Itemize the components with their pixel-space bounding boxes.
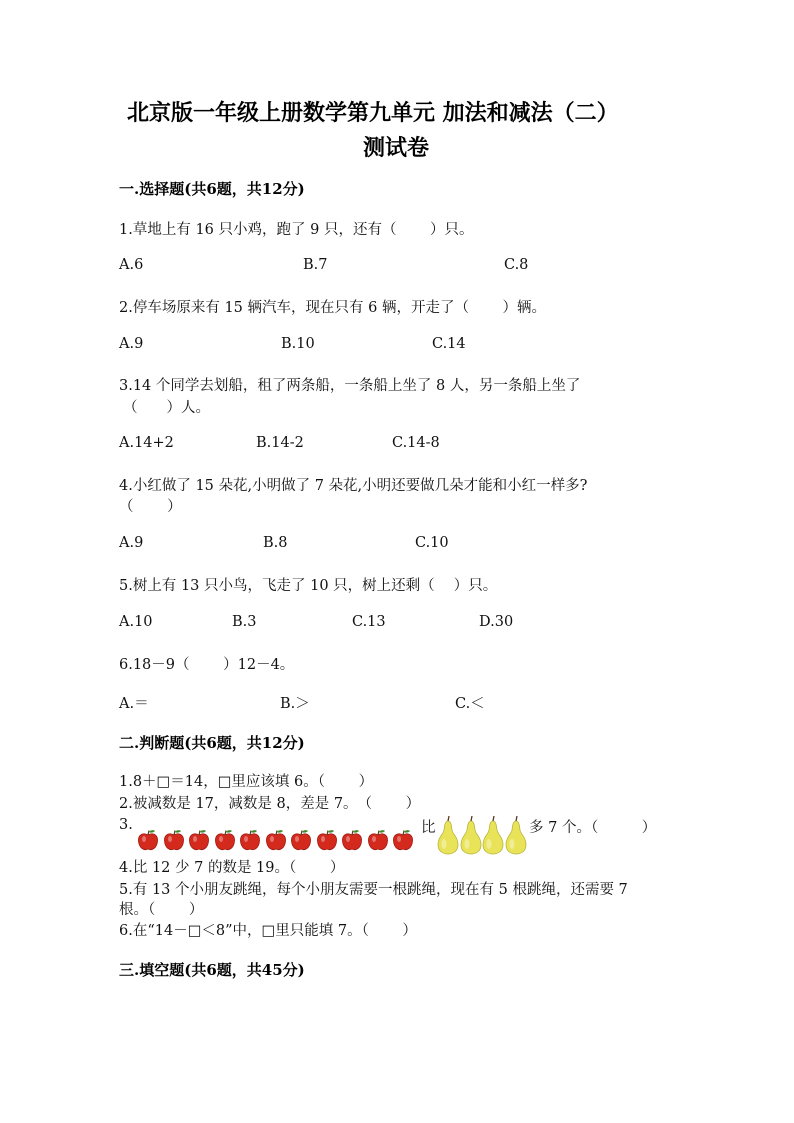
page-title-line2: 测试卷 [363, 135, 430, 161]
question-2: 2.停车场原来有 15 辆汽车，现在只有 6 辆，开走了（ ）辆。 [119, 300, 547, 316]
q3-option-a: A.14+2 [119, 435, 174, 451]
q5-option-c: C.13 [352, 614, 386, 630]
q5-option-d: D.30 [479, 614, 514, 630]
apple-icon [265, 829, 287, 852]
q6-option-a: A.＝ [119, 696, 149, 712]
q6-option-c: C.＜ [455, 696, 485, 712]
apple-icon [163, 829, 185, 852]
q5-option-a: A.10 [119, 614, 153, 630]
apple-row [137, 829, 417, 853]
question-5: 5.树上有 13 只小鸟，飞走了 10 只，树上还剩（ ）只。 [119, 578, 498, 594]
q5-option-b: B.3 [232, 614, 257, 630]
apple-icon [214, 829, 236, 852]
question-4-line1: 4.小红做了 15 朵花,小明做了 7 朵花,小明还要做几朵才能和小红一样多? [119, 478, 588, 494]
pear-icon [504, 815, 528, 855]
section-heading-choice: 一.选择题(共6题，共12分) [119, 180, 305, 198]
question-3-line1: 3.14 个同学去划船，租了两条船，一条船上坐了 8 人，另一条船上坐了 [119, 378, 581, 394]
apple-icon [137, 829, 159, 852]
q1-option-c: C.8 [504, 257, 529, 273]
section-heading-fill: 三.填空题(共6题，共45分) [119, 961, 305, 979]
judge-5-line2: 根。（ ） [119, 902, 204, 918]
judge-5-line1: 5.有 13 个小朋友跳绳，每个小朋友需要一根跳绳，现在有 5 根跳绳，还需要 7 [119, 882, 628, 898]
judge-1: 1.8＋□＝14，□里应该填 6。（ ） [119, 774, 374, 790]
q4-option-a: A.9 [119, 535, 144, 551]
q1-option-a: A.6 [119, 257, 144, 273]
q3-option-b: B.14-2 [256, 435, 304, 451]
apple-icon [341, 829, 363, 852]
pear-icon [436, 815, 460, 855]
apple-icon [392, 829, 414, 852]
question-1: 1.草地上有 16 只小鸡，跑了 9 只，还有（ ）只。 [119, 222, 474, 238]
q1-option-b: B.7 [303, 257, 328, 273]
pear-row [436, 815, 528, 855]
q6-option-b: B.＞ [280, 696, 310, 712]
judge-4: 4.比 12 少 7 的数是 19。（ ） [119, 860, 345, 876]
question-6: 6.18－9（ ）12－4。 [119, 657, 295, 673]
judge-3-compare-word: 比 [421, 820, 436, 836]
q4-option-b: B.8 [263, 535, 288, 551]
section-heading-judge: 二.判断题(共6题，共12分) [119, 734, 305, 752]
q2-option-b: B.10 [281, 336, 315, 352]
judge-3-number: 3. [119, 817, 133, 833]
pear-icon [459, 815, 483, 855]
apple-icon [239, 829, 261, 852]
q3-option-c: C.14-8 [392, 435, 440, 451]
q4-option-c: C.10 [415, 535, 449, 551]
question-4-line2: （ ） [119, 499, 182, 515]
judge-6: 6.在“14－□＜8”中，□里只能填 7。（ ） [119, 923, 417, 939]
pear-icon [481, 815, 505, 855]
q2-option-c: C.14 [432, 336, 466, 352]
judge-3-tail: 多 7 个。（ ） [529, 820, 657, 836]
apple-icon [188, 829, 210, 852]
apple-icon [290, 829, 312, 852]
q2-option-a: A.9 [119, 336, 144, 352]
page-title-line1: 北京版一年级上册数学第九单元 加法和减法（二） [127, 100, 619, 126]
apple-icon [367, 829, 389, 852]
apple-icon [316, 829, 338, 852]
question-3-line2: （ ）人。 [123, 400, 210, 416]
judge-2: 2.被减数是 17，减数是 8，差是 7。 （ ） [119, 796, 421, 812]
